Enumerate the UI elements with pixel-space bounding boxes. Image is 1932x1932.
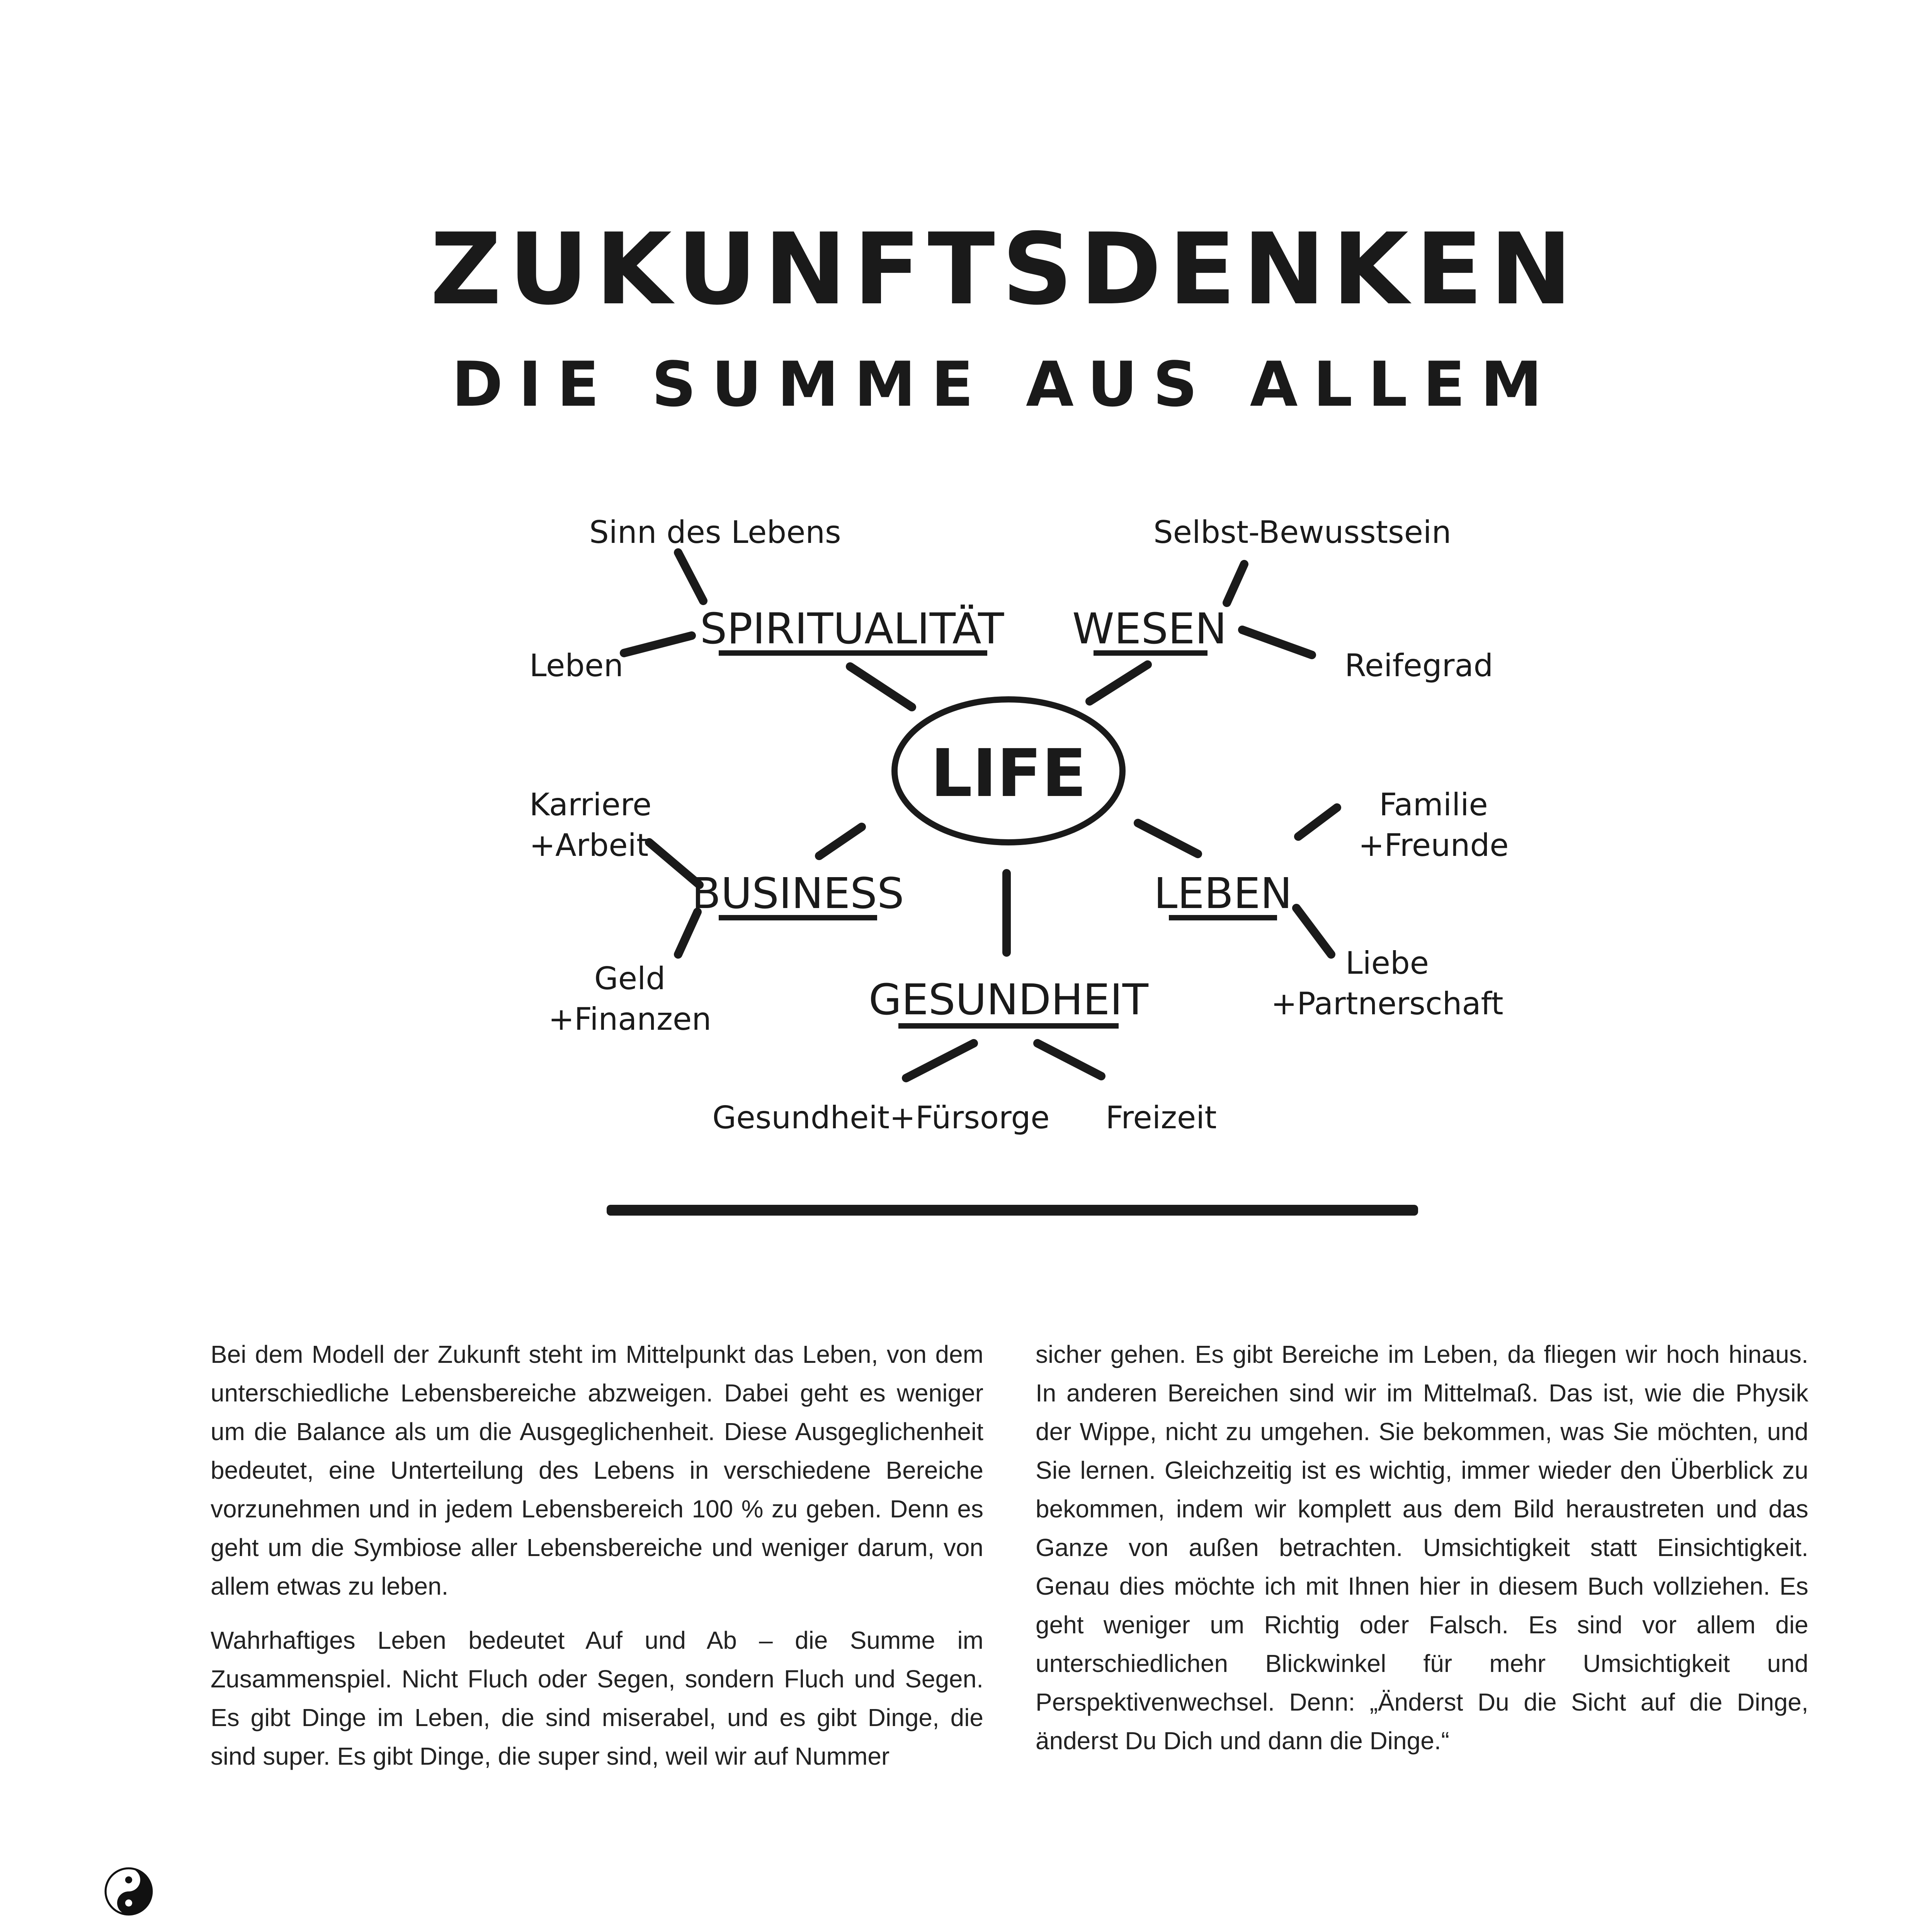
leaf-gesundheit-fuersorge: Gesundheit+Fürsorge <box>712 1100 1050 1136</box>
leaf-freunde: +Freunde <box>1358 827 1509 863</box>
leaf-karriere: Karriere <box>529 787 652 823</box>
branch-spiritualitaet: SPIRITUALITÄT <box>700 604 1004 653</box>
branch-gesundheit: GESUNDHEIT <box>869 975 1148 1024</box>
page-subtitle: DIE SUMME AUS ALLEM <box>452 348 1558 420</box>
leaf-geld: Geld <box>594 961 666 997</box>
leaf-partnerschaft: +Partnerschaft <box>1271 986 1503 1022</box>
center-label: LIFE <box>930 735 1087 812</box>
leaf-selbst-bewusstsein: Selbst-Bewusstsein <box>1153 514 1451 550</box>
paragraph: sicher gehen. Es gibt Bereiche im Leben, da fliegen wir hoch hinaus. In anderen Bereichen sind wir im Mittelmaß. Das ist, wie die Physik der Wippe, nicht zu umgehen. Sie bekommen, was Sie möchten, und Sie lernen. Gleichzeitig ist es wichtig, immer wieder den Überblick zu bekommen, indem wir komplett aus dem Bild heraustreten und das Ganze von außen betrachten. Umsichtigkeit statt Einsichtigkeit. Genau dies möchte ich mit Ihnen hier in diesem Buch vollziehen. Es geht weniger um Richtig oder Falsch. Es sind vor allem die unterschiedlichen Blickwinkel für mehr Umsichtigkeit und Perspektivenwechsel. Denn: „Änderst Du die Sicht auf die Dinge, änderst Du Dich und dann die Dinge.“ <box>1036 1340 1808 1755</box>
leaf-familie: Familie <box>1379 787 1488 823</box>
leaf-leben: Leben <box>529 648 624 684</box>
text-column-left <box>211 1335 983 1791</box>
yin-yang-icon <box>104 1866 154 1917</box>
text-column-right <box>1036 1335 1808 1776</box>
page-title: ZUKUNFTSDENKEN <box>430 212 1579 327</box>
leaf-arbeit: +Arbeit <box>529 827 649 863</box>
paragraph: Bei dem Modell der Zukunft steht im Mittelpunkt das Leben, von dem unterschiedliche Lebensbereiche abzweigen. Dabei geht es weniger um die Balance als um die Ausgeglichenheit. Diese Ausgeglichenheit bedeutet, eine Unterteilung des Lebens in verschiedene Bereiche vorzunehmen und in jedem Lebensbereich 100 % zu geben. Denn es geht um die Symbiose aller Lebensbereiche und weniger darum, von allem etwas zu leben. <box>211 1340 983 1600</box>
branch-wesen: WESEN <box>1072 604 1227 653</box>
divider-rule <box>607 1205 1418 1216</box>
paragraph: Wahrhaftiges Leben bedeutet Auf und Ab – die Summe im Zusammenspiel. Nicht Fluch oder Segen, sondern Fluch und Segen. Es gibt Dinge im Leben, die sind miserabel, und es gibt Dinge, die sind super. Es gibt Dinge, die super sind, weil wir auf Nummer <box>211 1626 983 1770</box>
leaf-sinn-des-lebens: Sinn des Lebens <box>589 514 841 550</box>
leaf-liebe: Liebe <box>1345 945 1429 981</box>
branch-business: BUSINESS <box>692 869 904 918</box>
leaf-reifegrad: Reifegrad <box>1345 648 1493 684</box>
leaf-freizeit: Freizeit <box>1105 1100 1217 1136</box>
branch-leben: LEBEN <box>1153 869 1293 918</box>
leaf-finanzen: +Finanzen <box>548 1001 711 1037</box>
